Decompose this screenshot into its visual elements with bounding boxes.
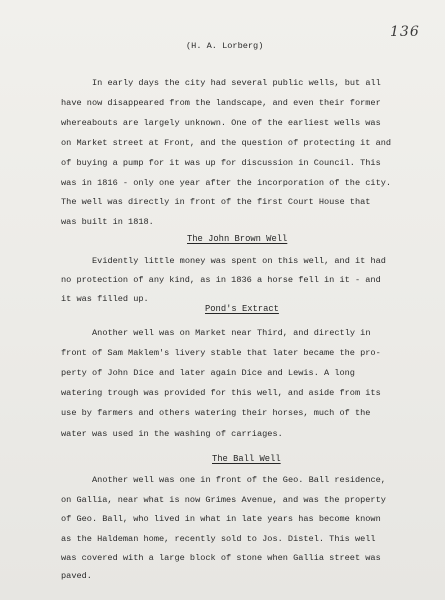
ponds-extract-line: water was used in the washing of carriages. [61, 429, 283, 439]
intro-line: have now disappeared from the landscape, and even their former [61, 98, 381, 108]
page-number: 136 [390, 24, 420, 40]
intro-line: was built in 1818. [61, 217, 154, 227]
ponds-extract-line: use by farmers and others watering their horses, much of the [61, 408, 371, 418]
author-byline: (H. A. Lorberg) [186, 41, 264, 51]
section-heading-john-brown: The John Brown Well [187, 234, 288, 244]
ball-well-line: was covered with a large block of stone when Gallia street was [61, 553, 381, 563]
john-brown-line: no protection of any kind, as in 1836 a horse fell in it - and [61, 275, 381, 285]
ponds-extract-line: perty of John Dice and later again Dice and Lewis. A long [61, 368, 355, 378]
section-heading-ponds-extract: Pond's Extract [205, 304, 279, 314]
ball-well-line: paved. [61, 571, 92, 581]
ponds-extract-line: front of Sam Maklem's livery stable that later became the pro- [61, 348, 381, 358]
intro-line: of buying a pump for it was up for discussion in Council. This [61, 158, 381, 168]
ball-well-line: on Gallia, near what is now Grimes Avenue, and was the property [61, 495, 386, 505]
ponds-extract-line: watering trough was provided for this well, and aside from its [61, 388, 381, 398]
ball-well-line: Another well was one in front of the Geo. Ball residence, [92, 475, 386, 485]
ball-well-line: of Geo. Ball, who lived in what in late years has become known [61, 514, 381, 524]
ponds-extract-line: Another well was on Market near Third, and directly in [92, 328, 371, 338]
intro-line: was in 1816 - only one year after the incorporation of the city. [61, 178, 392, 188]
intro-line: The well was directly in front of the first Court House that [61, 197, 371, 207]
john-brown-line: it was filled up. [61, 294, 149, 304]
section-heading-ball-well: The Ball Well [212, 454, 281, 464]
john-brown-line: Evidently little money was spent on this well, and it had [92, 256, 386, 266]
intro-line: In early days the city had several public wells, but all [92, 78, 381, 88]
ball-well-line: as the Haldeman home, recently sold to Jos. Distel. This well [61, 534, 376, 544]
intro-line: whereabouts are largely unknown. One of the earliest wells was [61, 118, 381, 128]
intro-line: on Market street at Front, and the question of protecting it and [61, 138, 392, 148]
